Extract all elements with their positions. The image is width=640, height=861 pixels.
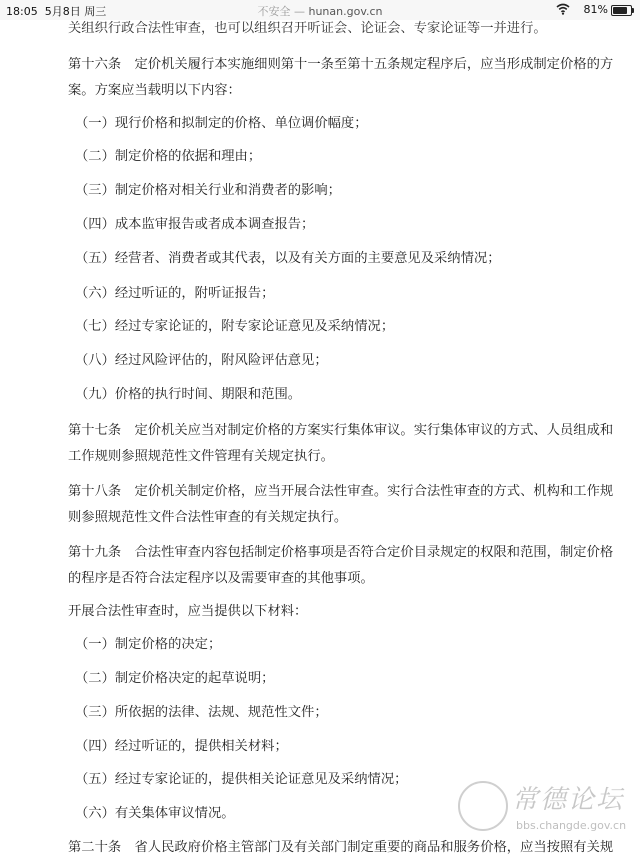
battery-fill bbox=[613, 7, 627, 14]
watermark-seal-icon bbox=[458, 781, 508, 831]
article-16-item-1: （一）现行价格和拟制定的价格、单位调价幅度； bbox=[75, 116, 368, 131]
article-16-item-9: （九）价格的执行时间、期限和范围。 bbox=[75, 387, 302, 402]
material-item-5: （五）经过专家论证的，提供相关论证意见及采纳情况； bbox=[75, 772, 408, 787]
article-16-item-2: （二）制定价格的依据和理由； bbox=[75, 149, 262, 164]
article-16-line-1: 第十六条 定价机关履行本实施细则第十一条至第十五条规定程序后，应当形成制定价格的方 bbox=[68, 57, 614, 72]
material-item-6: （六）有关集体审议情况。 bbox=[75, 806, 235, 821]
clock-date: 5月8日 周三 bbox=[44, 5, 107, 18]
article-16-item-8: （八）经过风险评估的，附风险评估意见； bbox=[75, 353, 328, 368]
article-16-item-7: （七）经过专家论证的，附专家论证意见及采纳情况； bbox=[75, 319, 395, 334]
article-16-line-2: 案。方案应当载明以下内容： bbox=[68, 83, 241, 98]
article-16-item-3: （三）制定价格对相关行业和消费者的影响； bbox=[75, 183, 341, 198]
material-item-1: （一）制定价格的决定； bbox=[75, 637, 222, 652]
url-text: hunan.gov.cn bbox=[308, 5, 383, 18]
wifi-icon bbox=[556, 3, 570, 15]
article-16-item-5: （五）经营者、消费者或其代表，以及有关方面的主要意见及采纳情况； bbox=[75, 251, 501, 266]
watermark-title: 常德论坛 bbox=[512, 785, 625, 815]
article-18-line-2: 则参照规范性文件合法性审查的有关规定执行。 bbox=[68, 510, 348, 525]
status-bar bbox=[0, 0, 640, 20]
clock-time: 18:05 bbox=[6, 5, 38, 18]
insecure-label: 不安全 — bbox=[257, 5, 309, 18]
article-17-line-2: 工作规则参照规范性文件管理有关规定执行。 bbox=[68, 449, 334, 464]
article-16-item-4: （四）成本监审报告或者成本调查报告； bbox=[75, 217, 315, 232]
article-16-item-6: （六）经过听证的，附听证报告； bbox=[75, 286, 275, 301]
article-19-line-2: 的程序是否符合法定程序以及需要审查的其他事项。 bbox=[68, 571, 374, 586]
watermark-domain: bbs.changde.gov.cn bbox=[516, 819, 627, 832]
battery-percent: 81% bbox=[583, 3, 608, 16]
article-17-line-1: 第十七条 定价机关应当对制定价格的方案实行集体审议。实行集体审议的方式、人员组成和 bbox=[68, 423, 614, 438]
address-bar[interactable] bbox=[0, 3, 640, 19]
article-18-line-1: 第十八条 定价机关制定价格，应当开展合法性审查。实行合法性审查的方式、机构和工作规 bbox=[68, 484, 614, 499]
material-item-4: （四）经过听证的，提供相关材料； bbox=[75, 739, 288, 754]
material-item-3: （三）所依据的法律、法规、规范性文件； bbox=[75, 705, 328, 720]
paragraph-cut-top: 关组织行政合法性审查，也可以组织召开听证会、论证会、专家论证等一并进行。 bbox=[68, 21, 547, 36]
article-20-line-1: 第二十条 省人民政府价格主管部门及有关部门制定重要的商品和服务价格，应当按照有关规 bbox=[68, 840, 614, 855]
materials-intro: 开展合法性审查时，应当提供以下材料： bbox=[68, 604, 308, 619]
forum-watermark bbox=[454, 775, 634, 841]
material-item-2: （二）制定价格决定的起草说明； bbox=[75, 671, 275, 686]
article-19-line-1: 第十九条 合法性审查内容包括制定价格事项是否符合定价目录规定的权限和范围，制定价格 bbox=[68, 545, 614, 560]
battery-icon bbox=[611, 5, 632, 16]
